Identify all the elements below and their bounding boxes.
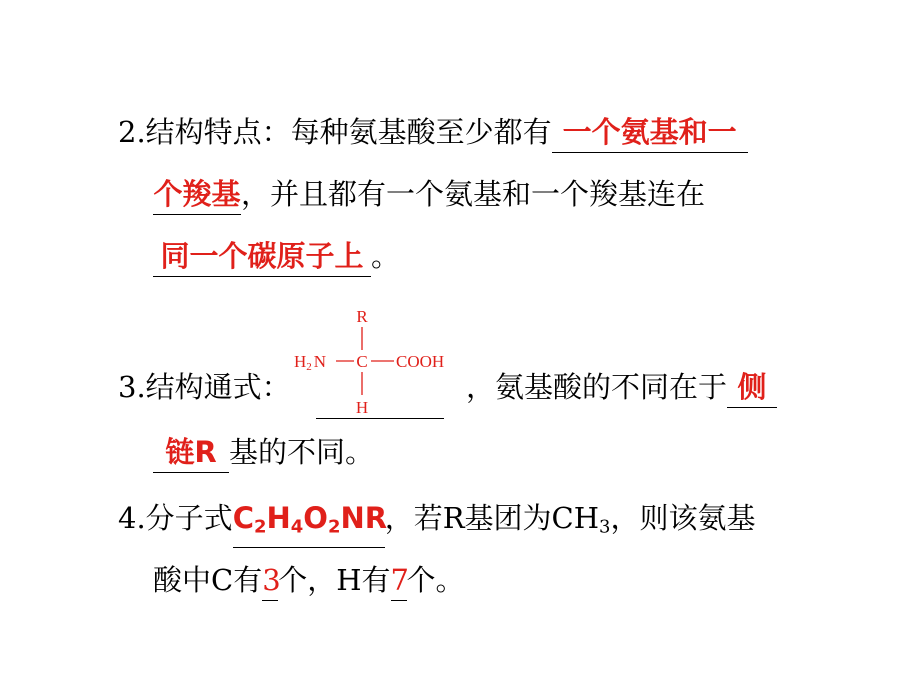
item2-text-a: 结构特点：每种氨基酸至少都有 (145, 115, 552, 149)
item2-number: 2. (118, 115, 146, 149)
formula-cooh-label: COOH (396, 352, 445, 371)
item2-text-c: 。 (371, 239, 401, 273)
item2-answer-1a: 一个氨基和一 (562, 115, 737, 149)
item4-text-b: ，若R基团为CH (384, 501, 600, 535)
item3-blank-b (153, 432, 229, 473)
item4-text-a: 分子式 (145, 501, 233, 535)
item2-line3 (153, 236, 400, 277)
item4-formula-blank (232, 498, 388, 548)
item4-text-e: 个，H有 (278, 563, 391, 597)
item4-h-count: 7 (390, 563, 409, 597)
item3-answer-b: 链R (165, 435, 217, 469)
formula-h-bottom-label: H (355, 398, 369, 417)
item3-text-b: ，氨基酸的不同在于 (466, 370, 728, 404)
item3-line1 (118, 367, 291, 407)
item4-c-count: 3 (262, 563, 281, 597)
formula-c-label: C (356, 352, 368, 371)
item4-line1 (118, 498, 755, 548)
item4-text-c: ，则该氨基 (610, 501, 756, 535)
item2-blank-2 (153, 236, 371, 277)
item2-blank-1a (552, 112, 748, 153)
amino-acid-general-formula (292, 305, 464, 419)
item3-number: 3. (118, 370, 146, 404)
item4-number: 4. (118, 501, 146, 535)
item2-blank-1b (153, 174, 241, 215)
item4-c-count-blank (262, 560, 281, 601)
item3-text-a: 结构通式： (145, 370, 291, 404)
item3-blank-a (727, 367, 777, 408)
item2-text-b: ，并且都有一个氨基和一个羧基连在 (241, 177, 706, 211)
item2-answer-1b: 个羧基 (153, 177, 241, 211)
item2-line1 (118, 112, 748, 153)
item3-line2 (153, 432, 374, 473)
item2-line2 (153, 174, 705, 215)
item4-line2 (153, 560, 465, 601)
item4-text-f: 个。 (406, 563, 465, 597)
item4-text-d: 酸中C有 (153, 563, 263, 597)
item2-answer-2: 同一个碳原子上 (160, 239, 364, 273)
item3-text-c: 基的不同。 (229, 435, 375, 469)
item3-line1-right (466, 367, 777, 408)
item3-answer-a: 侧 (737, 370, 767, 404)
formula-r-label: R (356, 307, 368, 326)
item4-formula-answer: $C_2H_4O_2NR$ (232, 501, 388, 538)
item4-ch3-subscript: 3 (599, 516, 611, 538)
item3-formula-blank (316, 417, 444, 419)
formula-h2n-label: H2 N (294, 352, 327, 373)
item4-h-count-blank (391, 560, 407, 601)
